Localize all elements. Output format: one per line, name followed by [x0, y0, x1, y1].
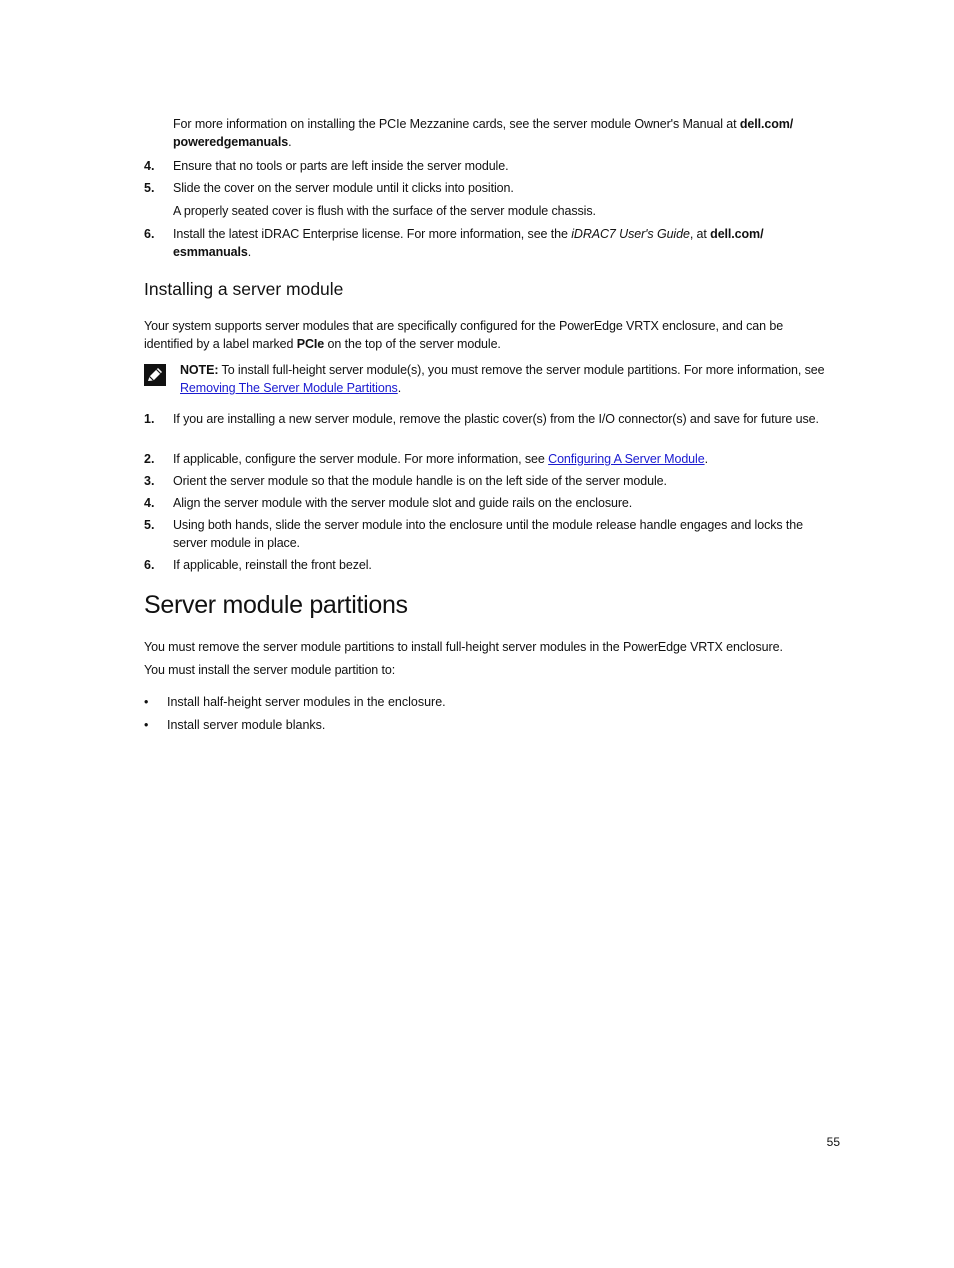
step-number: 5. — [144, 181, 155, 195]
label-pcie: PCIe — [296, 337, 325, 351]
step-number: 6. — [144, 558, 155, 572]
intro-paragraph: For more information on installing the PCIe Mezzanine cards, see the server module Owner's Manual at dell.com/ poweredgemanuals. — [173, 117, 794, 149]
step-text: Align the server module with the server module slot and guide rails on the enclosure. — [173, 496, 633, 510]
section-paragraph: You must remove the server module partitions to install full-height server modules in the PowerEdge VRTX enclosure. — [144, 640, 783, 654]
step-note-text: A properly seated cover is flush with the surface of the server module chassis. — [173, 204, 596, 218]
step-number: 3. — [144, 474, 155, 488]
link-removing-partitions[interactable]: Removing The Server Module Partitions — [180, 381, 398, 395]
step-text: Install the latest iDRAC Enterprise license. For more information, see the iDRAC7 User's Guide, at dell.com/ esmmanuals. — [173, 227, 764, 259]
step-number: 6. — [144, 227, 155, 241]
chapter-heading: Server module partitions — [144, 591, 408, 619]
bullet-text: Install server module blanks. — [167, 718, 326, 732]
step-text: Using both hands, slide the server module into the enclosure until the module release handle engages and locks the server module in place. — [173, 518, 803, 550]
url-esmmanuals: esmmanuals — [173, 245, 248, 259]
url-dell: dell.com/ — [710, 227, 764, 241]
step-text: Ensure that no tools or parts are left inside the server module. — [173, 159, 509, 173]
page-number: 55 — [826, 1135, 840, 1149]
section-paragraph: You must install the server module partition to: — [144, 663, 396, 677]
step-number: 5. — [144, 518, 155, 532]
link-configuring-server-module[interactable]: Configuring A Server Module — [548, 452, 705, 466]
pencil-note-icon — [144, 364, 166, 386]
guide-title: iDRAC7 User's Guide — [571, 227, 690, 241]
bullet-marker: • — [144, 695, 149, 709]
step-text: Slide the cover on the server module until it clicks into position. — [173, 181, 514, 195]
step-number: 4. — [144, 496, 155, 510]
url-poweredgemanuals: poweredgemanuals — [173, 135, 289, 149]
step-text: If you are installing a new server module, remove the plastic cover(s) from the I/O connector(s) and save for future use. — [173, 412, 819, 426]
step-number: 1. — [144, 412, 155, 426]
note-block: NOTE: To install full-height server module(s), you must remove the server module partitions. For more information, see Removing The Server Module Partitions. — [180, 363, 825, 395]
step-text: If applicable, configure the server module. For more information, see Configuring A Server Module. — [173, 452, 708, 466]
section-paragraph: Your system supports server modules that are specifically configured for the PowerEdge VRTX enclosure, and can be identified by a label marked PCIe on the top of the server module. — [144, 319, 784, 351]
bullet-marker: • — [144, 718, 149, 732]
step-number: 2. — [144, 452, 155, 466]
step-text: If applicable, reinstall the front bezel. — [173, 558, 372, 572]
note-label: NOTE: — [180, 363, 219, 377]
intro-text: For more information on installing the PCIe Mezzanine cards, see the server module Owner's Manual at — [173, 117, 740, 131]
step-text: Orient the server module so that the module handle is on the left side of the server module. — [173, 474, 667, 488]
bullet-text: Install half-height server modules in the enclosure. — [167, 695, 446, 709]
url-dell: dell.com/ — [739, 117, 794, 131]
section-heading: Installing a server module — [144, 279, 344, 299]
step-number: 4. — [144, 159, 155, 173]
